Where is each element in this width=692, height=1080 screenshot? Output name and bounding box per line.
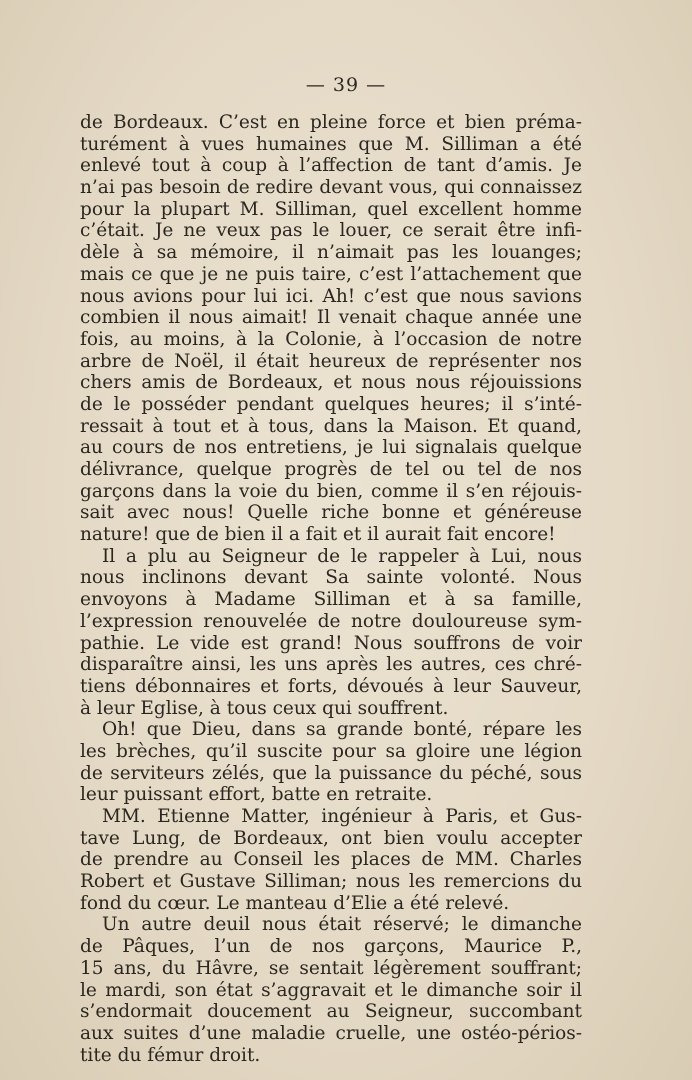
text-line: tave Lung, de Bordeaux, ont bien voulu accepter: [80, 827, 582, 849]
text-line: nous inclinons devant Sa sainte volonté. Nous: [80, 567, 582, 589]
body-text: [80, 112, 582, 1066]
text-line: ressait à tout et à tous, dans la Maison. Et quand,: [80, 415, 582, 437]
text-line: MM. Etienne Matter, ingénieur à Paris, et Gus-: [102, 806, 582, 827]
text-line: à leur Eglise, à tous ceux qui souffrent.: [80, 697, 449, 719]
text-line: s’endormait doucement au Seigneur, succombant: [80, 1001, 582, 1023]
text-line: tiens débonnaires et forts, dévoués à leur Sauveur,: [80, 675, 582, 697]
text-line: chers amis de Bordeaux, et nous nous réjouissions: [80, 372, 582, 394]
text-line: leur puissant effort, batte en retraite.: [80, 784, 433, 806]
text-line: combien il nous aimait! Il venait chaque année une: [80, 307, 582, 329]
text-line: les brèches, qu’il suscite pour sa gloire une légion: [80, 740, 582, 762]
text-line: nous avions pour lui ici. Ah! c’est que nous savions: [80, 285, 582, 307]
text-line: n’ai pas besoin de redire devant vous, qui connaissez: [80, 177, 582, 199]
text-line: de Bordeaux. C’est en pleine force et bien préma-: [80, 112, 582, 133]
page-number: — 39 —: [305, 74, 387, 96]
text-line: pour la plupart M. Silliman, quel excellent homme: [80, 198, 582, 220]
text-line: turément à vues humaines que M. Silliman a été: [80, 133, 582, 155]
text-line: arbre de Noël, il était heureux de représenter nos: [80, 350, 582, 372]
text-line: de Pâques, l’un de nos garçons, Maurice P.,: [80, 936, 582, 958]
text-line: de le posséder pendant quelques heures; il s’inté-: [80, 393, 582, 415]
text-line: Oh! que Dieu, dans sa grande bonté, répare les: [102, 719, 582, 741]
text-line: délivrance, quelque progrès de tel ou tel de nos: [80, 459, 582, 480]
text-line: disparaître ainsi, les uns après les autres, ces chré-: [80, 654, 582, 676]
text-line: le mardi, son état s’aggravait et le dimanche soir il: [80, 979, 582, 1001]
text-line: de serviteurs zélés, que la puissance du péché, sous: [80, 762, 582, 784]
text-line: dèle à sa mémoire, il n’aimait pas les louanges;: [80, 242, 582, 264]
text-line: pathie. Le vide est grand! Nous souffrons de voir: [80, 632, 582, 654]
text-line: c’était. Je ne veux pas le louer, ce serait être infi-: [80, 220, 582, 242]
text-line: nature! que de bien il a fait et il aurait fait encore!: [80, 524, 556, 546]
text-line: sait avec nous! Quelle riche bonne et généreuse: [80, 502, 582, 524]
text-line: aux suites d’une maladie cruelle, une ostéo-périos-: [80, 1022, 582, 1044]
text-line: Un autre deuil nous était réservé; le dimanche: [102, 914, 582, 936]
text-line: Robert et Gustave Silliman; nous les remercions du: [80, 871, 582, 893]
text-line: garçons dans la voie du bien, comme il s’en réjouis-: [80, 480, 582, 502]
text-line: au cours de nos entretiens, je lui signalais quelque: [80, 437, 582, 459]
text-line: tite du fémur droit.: [80, 1044, 261, 1066]
text-line: enlevé tout à coup à l’affection de tant d’amis. Je: [80, 155, 582, 177]
text-line: mais ce que je ne puis taire, c’est l’attachement que: [80, 263, 582, 285]
text-line: l’expression renouvelée de notre douloureuse sym-: [80, 610, 582, 632]
text-line: fois, au moins, à la Colonie, à l’occasion de notre: [80, 328, 582, 350]
text-line: envoyons à Madame Silliman et à sa famille,: [80, 589, 582, 611]
text-line: fond du cœur. Le manteau d’Elie a été relevé.: [80, 892, 510, 914]
text-line: Il a plu au Seigneur de le rappeler à Lui, nous: [102, 545, 582, 567]
text-line: 15 ans, du Hâvre, se sentait légèrement souffrant;: [80, 957, 582, 979]
text-line: de prendre au Conseil les places de MM. Charles: [80, 849, 582, 871]
